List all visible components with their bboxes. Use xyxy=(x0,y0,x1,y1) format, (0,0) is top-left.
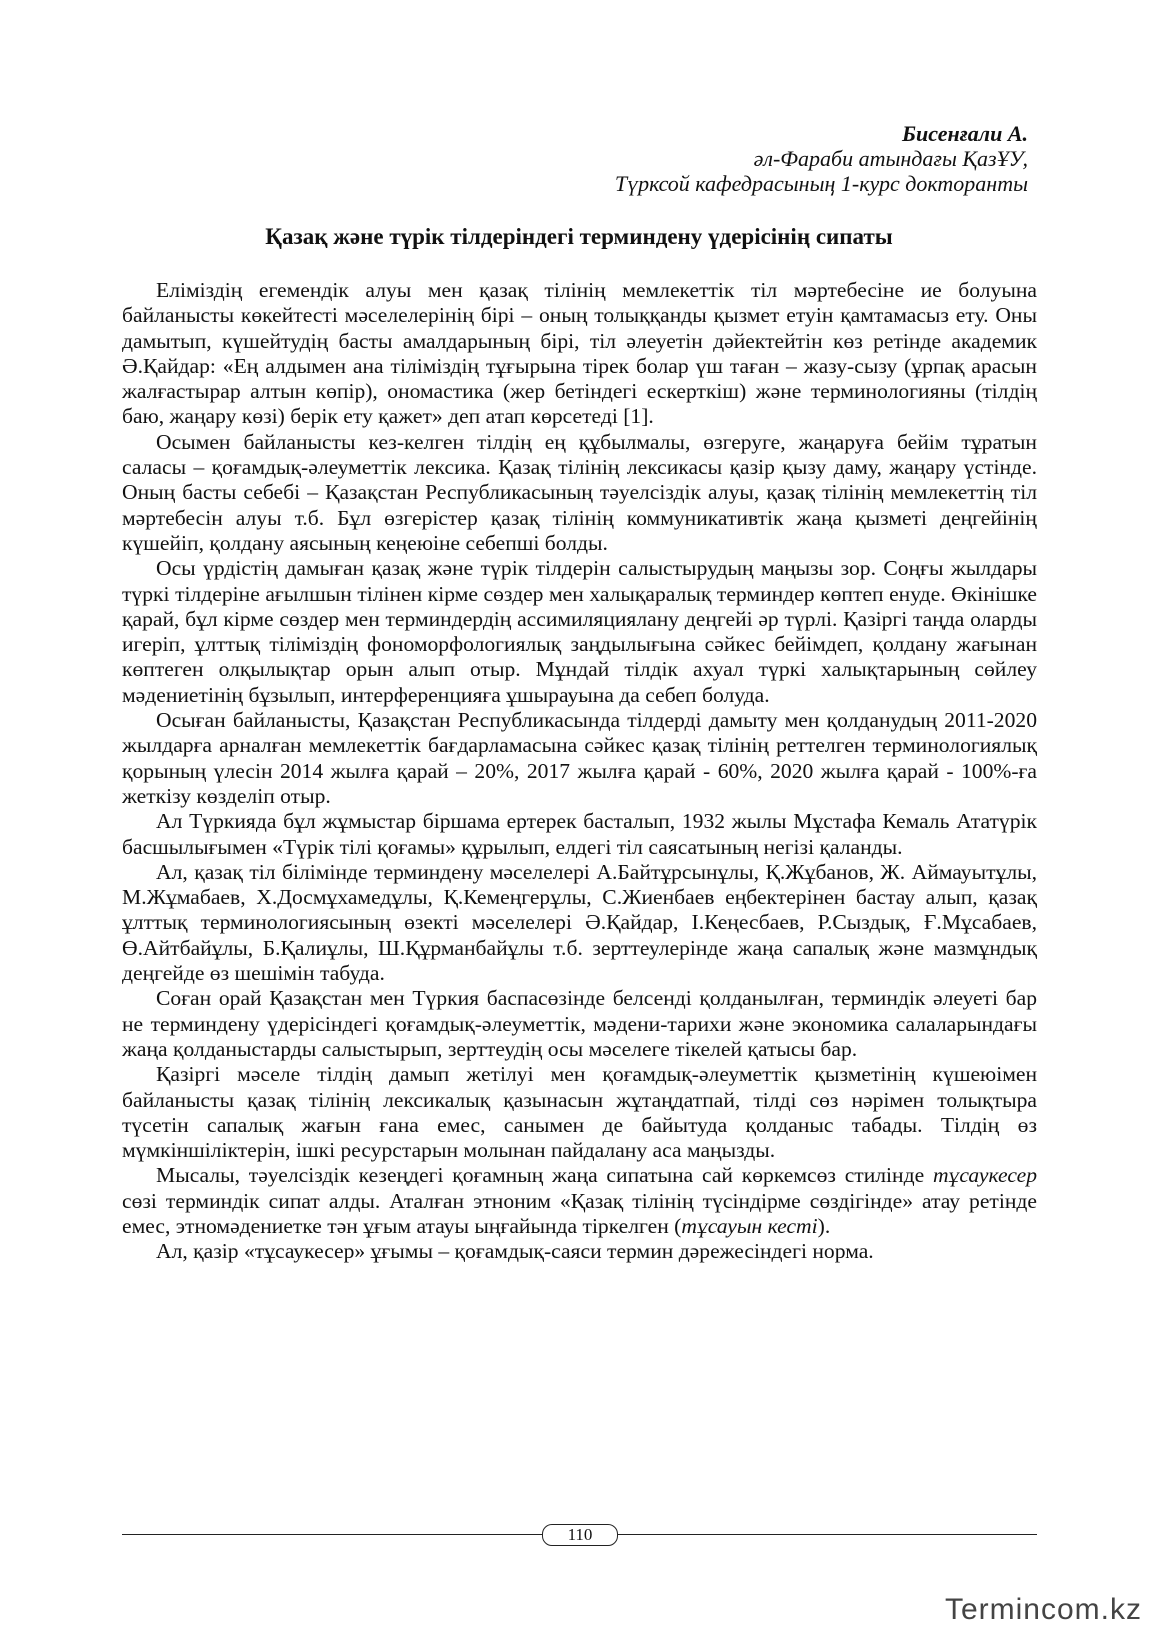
article-body xyxy=(122,278,1037,1265)
paragraph: Еліміздің егемендік алуы мен қазақ тілінің мемлекеттік тіл мәртебесіне ие болуына байланысты көкейтесті мәселелерінің бірі – оның толыққанды қызмет етуін қамтамасыз ету. Оны дамытып, күшейтудің басты амалдарының бірі, тіл әлеуетін дәйектейтін көз ретінде академик Ә.Қайдар: «Ең алдымен ана тіліміздің тұғырына тірек болар үш таған – жазу-сызу (ұрпақ арасын жалғастырар алтын көпір), ономастика (жер бетіндегі ескерткіш) және терминологияны (тілдің баю, жаңару көзі) берік ету қажет» деп атап көрсетеді [1]. xyxy=(122,278,1037,429)
article-title: Қазақ және түрік тілдеріндегі терминдену үдерісінің сипаты xyxy=(265,224,893,249)
paragraph: Осы үрдістің дамыған қазақ және түрік тілдерін салыстырудың маңызы зор. Соңғы жылдары түркі тілдеріне ағылшын тілінен кірме сөздер мен халықаралық терминдер көптеп енуде. Өкінішке қарай, бұл кірме сөздер мен терминдердің ассимиляциялану деңгейі әр түрлі. Қазіргі таңда оларды игеріп, ұлттық тіліміздің фономорфологиялық заңдылығына сәйкес бейімдеп, қолдану жағынан көптеген олқылықтар орын алып отыр. Мұндай тілдік ахуал түркі халықтарының сөйлеу мәдениетінің бұзылып, интерференцияға ұшырауына да себеп болуда. xyxy=(122,556,1037,707)
paragraph: Осыған байланысты, Қазақстан Республикасында тілдерді дамыту мен қолданудың 2011-2020 жылдарға арналған мемлекеттік бағдарламасына сәйкес қазақ тілінің реттелген терминологиялық қорының үлесін 2014 жылға қарай – 20%, 2017 жылға қарай - 60%, 2020 жылға қарай - 100%-ға жеткізу көзделіп отыр. xyxy=(122,708,1037,808)
page-footer xyxy=(122,1524,1037,1546)
paragraph: Соған орай Қазақстан мен Түркия баспасөзінде белсенді қолданылған, терминдік әлеуеті бар не терминдену үдерісіндегі қоғамдық-әлеуметтік, мәдени-тарихи және экономика салаларындағы жаңа қолданыстарды салыстырып, зерттеудің осы мәселеге тікелей қатысы бар. xyxy=(122,986,1037,1061)
paragraph-text: Мысалы, тәуелсіздік кезеңдегі қоғамның жаңа сипатына сай көркемсөз стилінде xyxy=(156,1163,933,1188)
author-block xyxy=(328,121,1028,196)
paragraph-text: ). xyxy=(817,1213,831,1238)
paragraph: Ал, қазір «тұсаукесер» ұғымы – қоғамдық-саяси термин дәрежесіндегі норма. xyxy=(156,1239,874,1264)
author-affiliation: әл-Фараби атындағы ҚазҰУ, xyxy=(753,146,1028,171)
paragraph-text: сөзі терминдік сипат алды. Аталған этноним «Қазақ тілінің түсіндірме сөздігінде» атау ретінде емес, этномәдениетке тән ұғым атауы ыңғайында тіркелген ( xyxy=(122,1188,1037,1238)
author-name: Бисенғали А. xyxy=(902,121,1028,146)
paragraph-example xyxy=(122,1163,1037,1239)
site-watermark: Termincom.kz xyxy=(944,1593,1142,1626)
paragraph: Ал, қазақ тіл білімінде терминдену мәселелері А.Байтұрсынұлы, Қ.Жұбанов, Ж. Аймауытұлы, М.Жұмабаев, Х.Досмұхамедұлы, Қ.Кемеңгерұлы, С.Жиенбаев еңбектерінен бастау алып, қазақ ұлттық терминологиясының өзекті мәселелері Ә.Қайдар, І.Кеңесбаев, Р.Сыздық, Ғ.Мұсабаев, Ө.Айтбайұлы, Б.Қалиұлы, Ш.Құрманбайұлы т.б. зерттеулерінде жаңа сапалық және мазмұндық деңгейде өз шешімін табуда. xyxy=(122,859,1037,986)
page-number: 110 xyxy=(542,1524,618,1546)
paragraph: Қазіргі мәселе тілдің дамып жетілуі мен қоғамдық-әлеуметтік қызметінің күшеюімен байланысты қазақ тілінің лексикалық қазынасын жұтаңдатпай, тілді сөз нәрімен толықтыра түсетін сапалық жағын ғана емес, санымен де байытуда қолданыс табады. Тілдің өз мүмкіншіліктерін, ішкі ресурстарын молынан пайдалану аса маңызды. xyxy=(122,1062,1037,1163)
gloss-italic: тұсауын кесті xyxy=(681,1213,818,1238)
author-position: Түрксой кафедрасының 1-курс докторанты xyxy=(614,171,1028,196)
term-italic: тұсаукесер xyxy=(932,1163,1037,1188)
paragraph: Осымен байланысты кез-келген тілдің ең құбылмалы, өзгеруге, жаңаруға бейім тұратын саласы – қоғамдық-әлеуметтік лексика. Қазақ тілінің лексикасы қазір қызу даму, жаңару үстінде. Оның басты себебі – Қазақстан Республикасының тәуелсіздік алуы, қазақ тілінің мемлекеттің тіл мәртебесін алуы т.б. Бұл өзгерістер қазақ тілінің коммуникативтік жаңа қызметі деңгейінің күшейіп, қолдану аясының кеңеюіне себепші болды. xyxy=(122,429,1037,555)
paragraph: Ал Түркияда бұл жұмыстар біршама ертерек басталып, 1932 жылы Мұстафа Кемаль Ататүрік басшылығымен «Түрік тілі қоғамы» құрылып, елдегі тіл саясатының негізі қаланды. xyxy=(122,809,1037,859)
